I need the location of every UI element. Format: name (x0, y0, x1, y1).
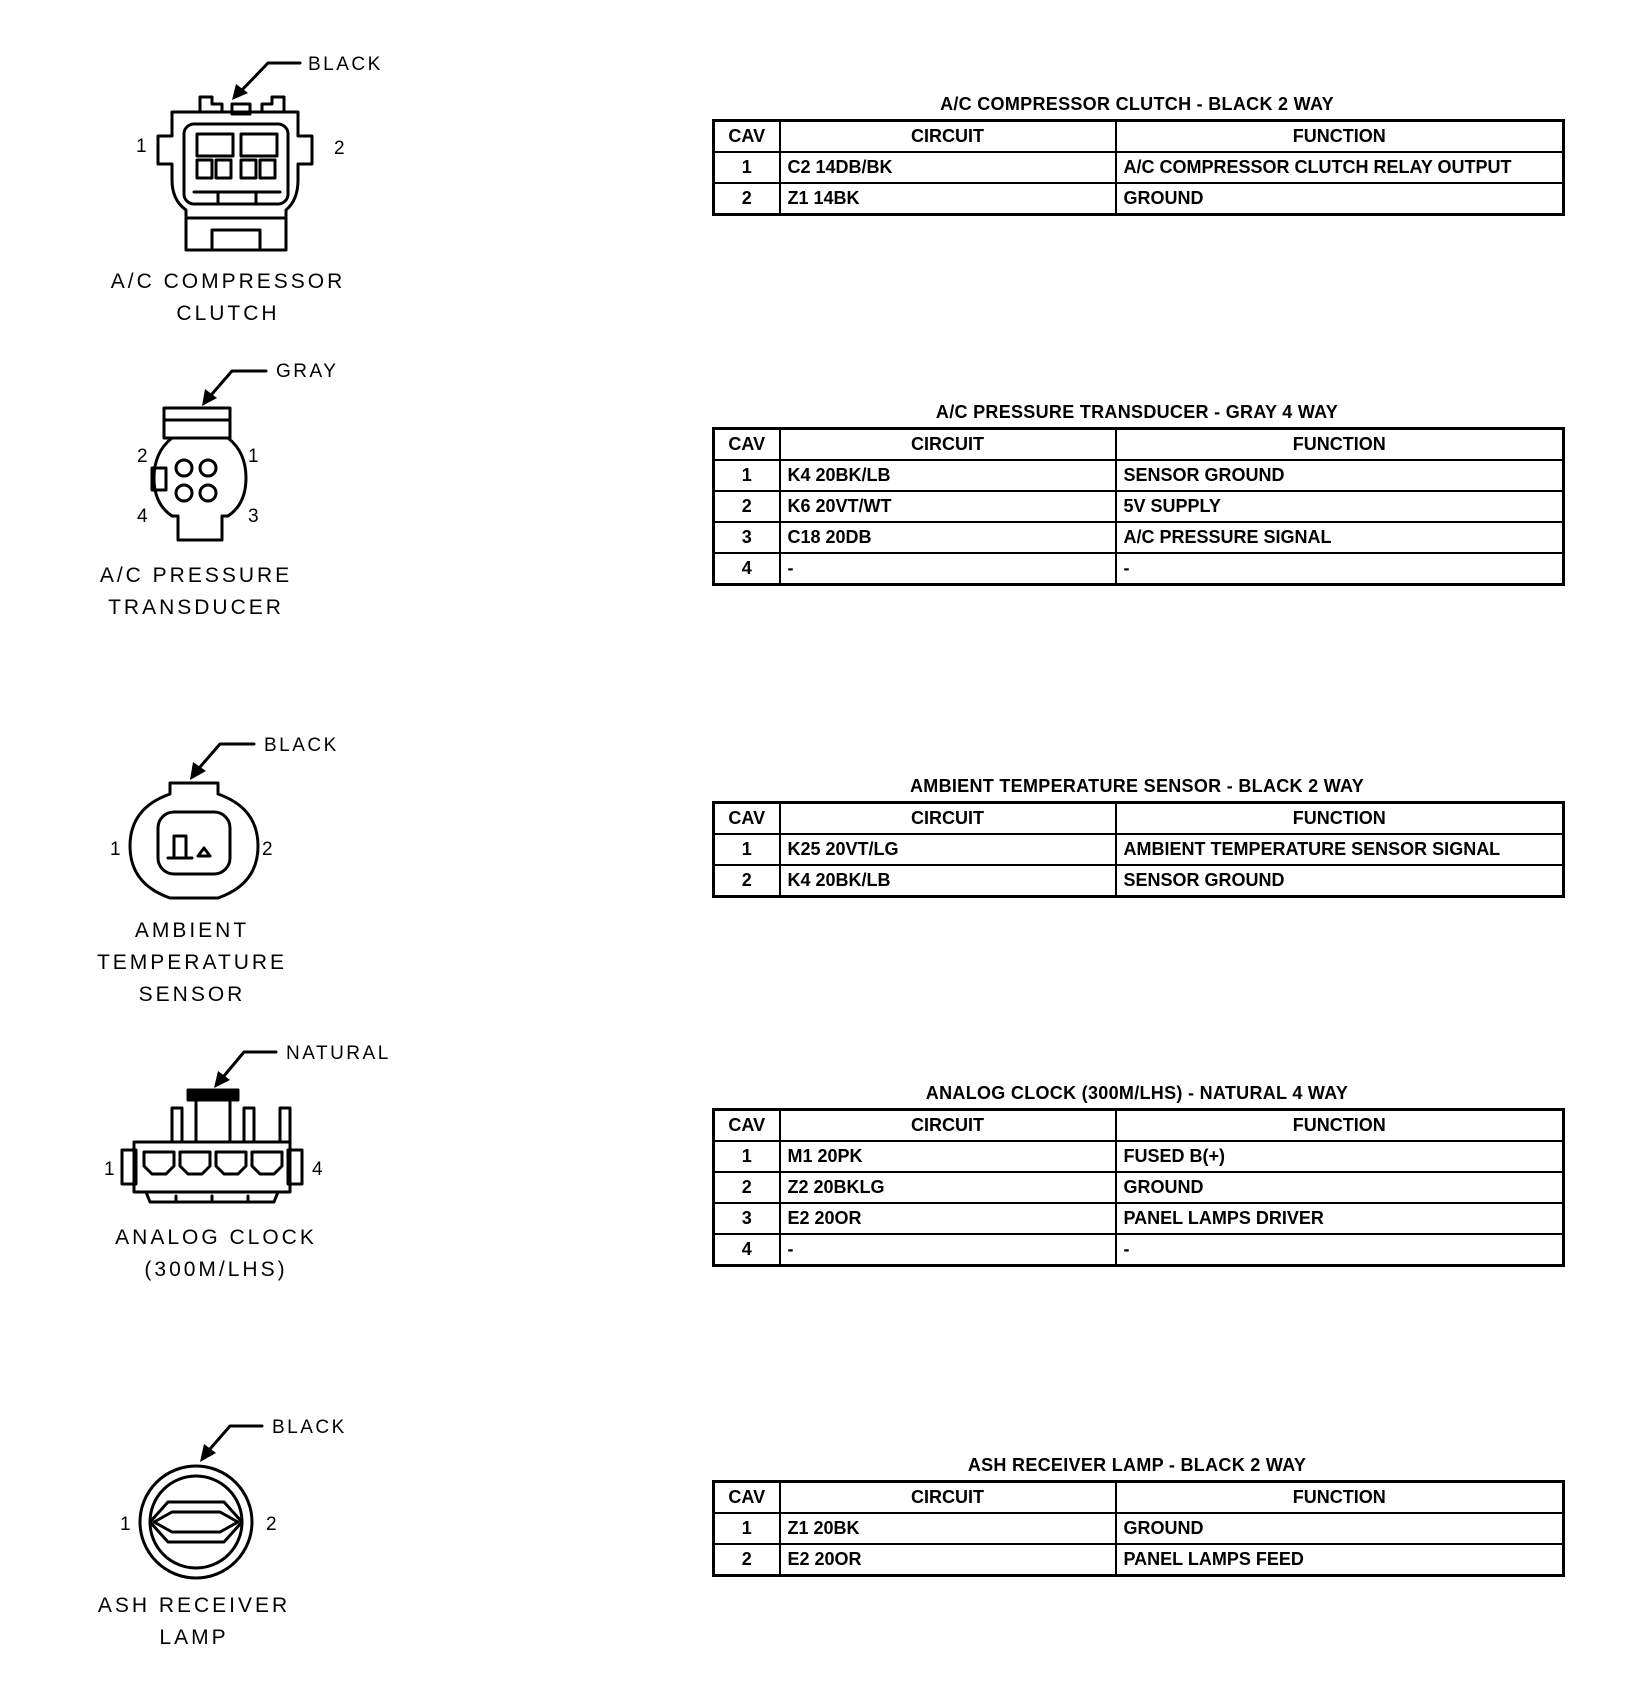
cell-function: 5V SUPPLY (1116, 491, 1564, 522)
connector-face-icon (158, 97, 312, 250)
table-header-row (714, 429, 1564, 461)
column-header: CIRCUIT (780, 803, 1116, 835)
column-header: CIRCUIT (780, 121, 1116, 153)
connector-face-icon (140, 1466, 252, 1578)
column-header: CAV (714, 429, 780, 461)
cell-cav: 2 (714, 491, 780, 522)
column-header: CIRCUIT (780, 1110, 1116, 1142)
connector-drawings (0, 0, 640, 1692)
connector-name-line: A/C PRESSURE (99, 564, 293, 587)
connector-face-icon (130, 783, 258, 898)
cell-cav: 2 (714, 1172, 780, 1203)
column-header: CAV (714, 1482, 780, 1514)
callout-color: BLACK (264, 735, 339, 756)
callout-arrow (190, 744, 254, 780)
cell-cav: 1 (714, 460, 780, 491)
table-row (714, 183, 1564, 215)
pinout-table-ash-receiver-lamp (712, 1480, 1565, 1577)
pin-label: 2 (137, 446, 148, 467)
table-title: ANALOG CLOCK (300M/LHS) - NATURAL 4 WAY (925, 1083, 1349, 1103)
callout-arrow (214, 1052, 276, 1088)
cell-cav: 1 (714, 1141, 780, 1172)
column-header: CAV (714, 121, 780, 153)
column-header: FUNCTION (1116, 803, 1564, 835)
table-row (714, 1172, 1564, 1203)
cell-function: GROUND (1116, 183, 1564, 215)
column-header: FUNCTION (1116, 1482, 1564, 1514)
cell-circuit: - (780, 553, 1116, 585)
cell-circuit: K25 20VT/LG (780, 834, 1116, 865)
cell-cav: 2 (714, 865, 780, 897)
connector-face-icon (122, 1090, 302, 1202)
table-row (714, 1544, 1564, 1576)
pin-label: 1 (136, 136, 147, 157)
cell-circuit: C18 20DB (780, 522, 1116, 553)
connector-ash-receiver-lamp (98, 1417, 347, 1649)
table-header-row (714, 121, 1564, 153)
cell-function: - (1116, 553, 1564, 585)
pin-label: 1 (248, 446, 259, 467)
cell-function: SENSOR GROUND (1116, 460, 1564, 491)
pin-label: 3 (248, 506, 259, 527)
cell-cav: 1 (714, 834, 780, 865)
pin-label: 2 (334, 138, 345, 159)
cell-circuit: - (780, 1234, 1116, 1266)
connector-name-line: ASH RECEIVER (97, 1594, 291, 1617)
table-row (714, 1203, 1564, 1234)
connector-name-line: A/C COMPRESSOR (110, 270, 346, 293)
column-header: FUNCTION (1116, 121, 1564, 153)
cell-function: PANEL LAMPS DRIVER (1116, 1203, 1564, 1234)
callout-color: NATURAL (286, 1043, 391, 1064)
pin-label: 2 (262, 839, 273, 860)
cell-circuit: K6 20VT/WT (780, 491, 1116, 522)
callout-arrow (202, 371, 266, 406)
pin-label: 2 (266, 1514, 277, 1535)
cell-cav: 2 (714, 183, 780, 215)
table-row (714, 1234, 1564, 1266)
cell-function: A/C COMPRESSOR CLUTCH RELAY OUTPUT (1116, 152, 1564, 183)
connector-name-line: ANALOG CLOCK (115, 1226, 317, 1249)
table-header-row (714, 1110, 1564, 1142)
connector-analog-clock (104, 1043, 391, 1281)
column-header: FUNCTION (1116, 1110, 1564, 1142)
connector-ac-pressure-transducer (100, 361, 339, 619)
cell-cav: 1 (714, 1513, 780, 1544)
table-row (714, 152, 1564, 183)
cell-function: GROUND (1116, 1172, 1564, 1203)
connector-name-line: TEMPERATURE (96, 951, 288, 974)
pin-label: 1 (104, 1159, 115, 1180)
pinout-table-ac-pressure-transducer (712, 427, 1565, 586)
cell-circuit: E2 20OR (780, 1203, 1116, 1234)
cell-cav: 4 (714, 553, 780, 585)
cell-circuit: E2 20OR (780, 1544, 1116, 1576)
column-header: CIRCUIT (780, 429, 1116, 461)
table-header-row (714, 1482, 1564, 1514)
cell-cav: 2 (714, 1544, 780, 1576)
callout-color: GRAY (276, 361, 339, 382)
table-row (714, 865, 1564, 897)
connector-name-line: AMBIENT (134, 919, 250, 942)
table-row (714, 491, 1564, 522)
cell-cav: 4 (714, 1234, 780, 1266)
pin-label: 4 (312, 1159, 323, 1180)
connector-ambient-temperature-sensor (97, 735, 339, 1006)
cell-function: - (1116, 1234, 1564, 1266)
table-row (714, 522, 1564, 553)
pin-label: 1 (110, 839, 121, 860)
connector-face-icon (152, 408, 246, 540)
table-row (714, 834, 1564, 865)
table-row (714, 460, 1564, 491)
cell-circuit: Z1 20BK (780, 1513, 1116, 1544)
cell-circuit: K4 20BK/LB (780, 460, 1116, 491)
table-row (714, 1141, 1564, 1172)
cell-function: FUSED B(+) (1116, 1141, 1564, 1172)
table-title: A/C PRESSURE TRANSDUCER - GRAY 4 WAY (935, 402, 1339, 422)
callout-color: BLACK (272, 1417, 347, 1438)
cell-cav: 3 (714, 1203, 780, 1234)
column-header: CAV (714, 1110, 780, 1142)
cell-circuit: K4 20BK/LB (780, 865, 1116, 897)
cell-cav: 3 (714, 522, 780, 553)
cell-circuit: M1 20PK (780, 1141, 1116, 1172)
table-title: AMBIENT TEMPERATURE SENSOR - BLACK 2 WAY (909, 776, 1365, 796)
table-row (714, 1513, 1564, 1544)
cell-cav: 1 (714, 152, 780, 183)
connector-name-line: (300M/LHS) (144, 1258, 288, 1281)
callout-arrow (232, 63, 300, 100)
cell-function: GROUND (1116, 1513, 1564, 1544)
column-header: CIRCUIT (780, 1482, 1116, 1514)
connector-ac-compressor-clutch (111, 54, 383, 325)
column-header: CAV (714, 803, 780, 835)
pin-label: 1 (120, 1514, 131, 1535)
table-title: A/C COMPRESSOR CLUTCH - BLACK 2 WAY (940, 94, 1334, 114)
cell-function: A/C PRESSURE SIGNAL (1116, 522, 1564, 553)
cell-function: AMBIENT TEMPERATURE SENSOR SIGNAL (1116, 834, 1564, 865)
pinout-table-ac-compressor-clutch (712, 119, 1565, 216)
column-header: FUNCTION (1116, 429, 1564, 461)
callout-arrow (200, 1426, 262, 1462)
connector-name-line: TRANSDUCER (108, 596, 284, 619)
cell-circuit: Z2 20BKLG (780, 1172, 1116, 1203)
table-row (714, 553, 1564, 585)
cell-function: PANEL LAMPS FEED (1116, 1544, 1564, 1576)
connector-name-line: SENSOR (138, 983, 246, 1006)
cell-circuit: Z1 14BK (780, 183, 1116, 215)
callout-color: BLACK (308, 54, 383, 75)
pinout-table-ambient-temperature-sensor (712, 801, 1565, 898)
connector-name-line: LAMP (159, 1626, 229, 1649)
connector-name-line: CLUTCH (176, 302, 280, 325)
cell-circuit: C2 14DB/BK (780, 152, 1116, 183)
pinout-table-analog-clock (712, 1108, 1565, 1267)
cell-function: SENSOR GROUND (1116, 865, 1564, 897)
pin-label: 4 (137, 506, 148, 527)
table-header-row (714, 803, 1564, 835)
table-title: ASH RECEIVER LAMP - BLACK 2 WAY (967, 1455, 1307, 1475)
